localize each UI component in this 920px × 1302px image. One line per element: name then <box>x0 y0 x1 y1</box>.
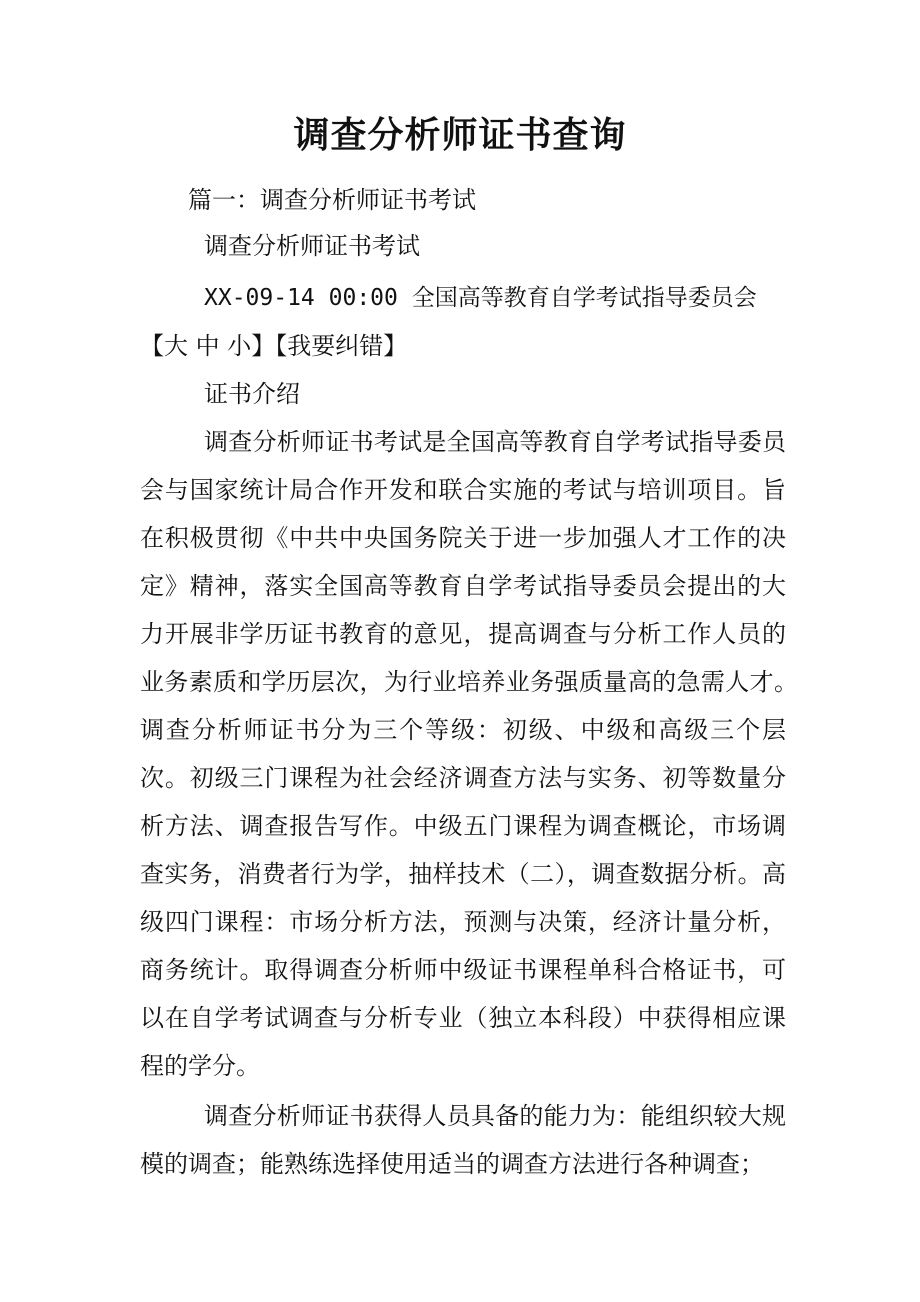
section-heading: 篇一：调查分析师证书考试 <box>188 186 476 214</box>
body-paragraph: 调查分析师证书考试是全国高等教育自学考试指导委员会与国家统计局合作开发和联合实施的考试与培训项目。旨在积极贯彻《中共中央国务院关于进一步加强人才工作的决定》精神，落实全国高等教育自学考试指导委员会提出的大力开展非学历证书教育的意见，提高调查与分析工作人员的业务素质和学历层次，为行业培养业务强质量高的急需人才。 调查分析师证书分为三个等级：初级、中级和高级三个层次。初级三门课程为社会经济调查方法与实务、初等数量分析方法、调查报告写作。中级五门课程为调查概论，市场调查实务，消费者行为学，抽样技术（二），调查数据分析。高级四门课程：市场分析方法，预测与决策，经济计量分析，商务统计。取得调查分析师中级证书课程单科合格证书，可以在自学考试调查与分析专业（独立本科段）中获得相应课程的学分。 <box>140 428 810 1080</box>
body-paragraph: 调查分析师证书获得人员具备的能力为：能组织较大规模的调查；能熟练选择使用适当的调查方法进行各种调查； <box>140 1102 786 1178</box>
section-subheading: 证书介绍 <box>204 380 300 408</box>
document-title: 调查分析师证书查询 <box>293 115 627 156</box>
article-title: 调查分析师证书考试 <box>204 232 420 260</box>
font-size-controls: 【大 中 小】【我要纠错】 <box>140 332 408 360</box>
article-meta: XX-09-14 00:00 全国高等教育自学考试指导委员会 <box>204 285 757 311</box>
